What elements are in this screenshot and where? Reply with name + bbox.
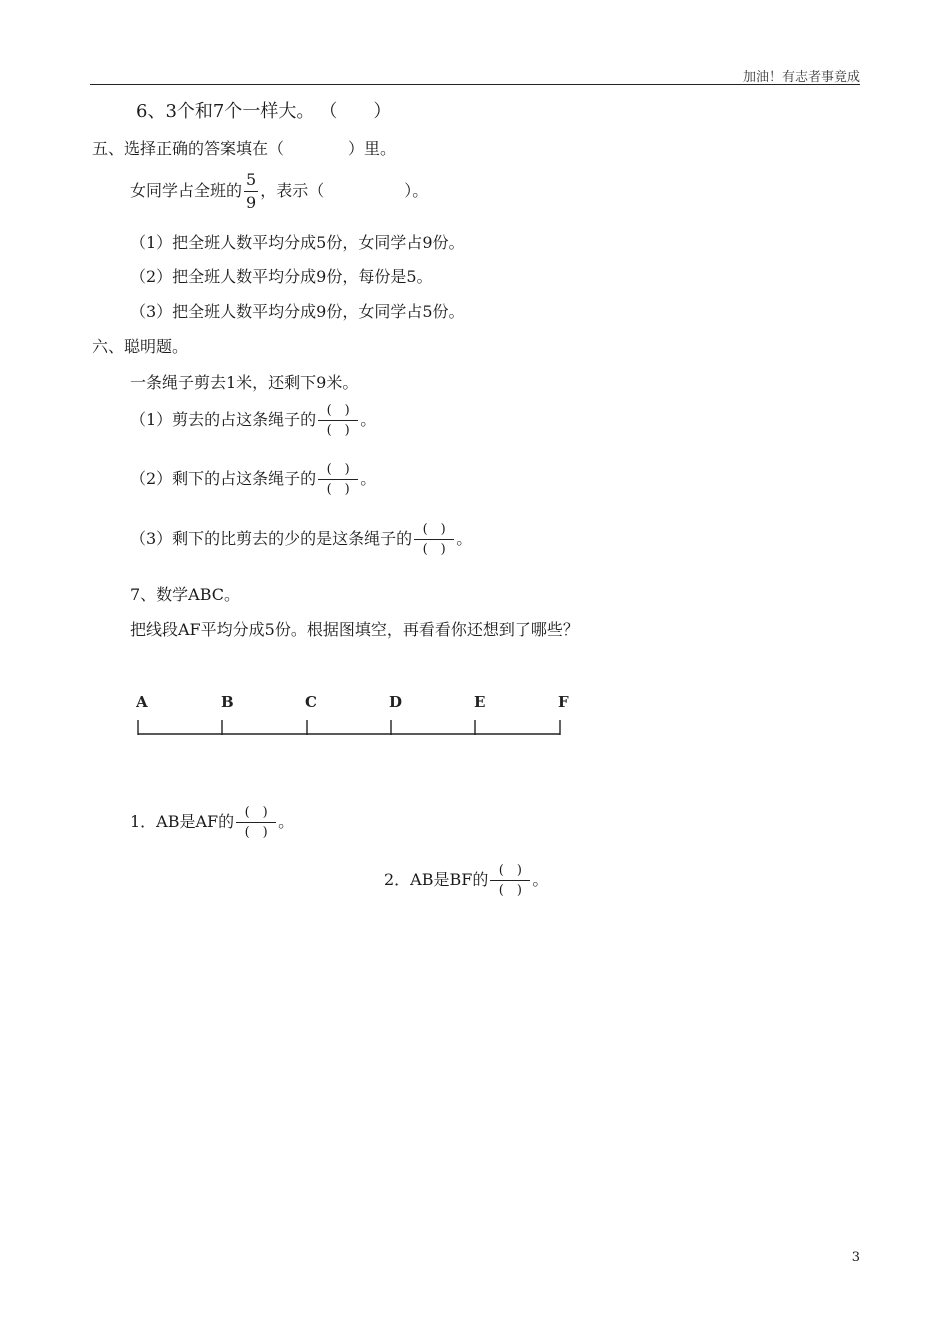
blank-numerator: ( ) <box>326 403 350 418</box>
point-label-b: B <box>221 693 234 711</box>
blank-numerator: ( ) <box>326 462 350 477</box>
fraction-numerator: 5 <box>246 170 257 189</box>
blank-denominator: ( ) <box>490 880 530 897</box>
header-rule <box>90 84 860 85</box>
point-label-c: C <box>305 693 317 711</box>
blank-denominator: ( ) <box>318 420 358 437</box>
fill-end: 。 <box>532 870 549 889</box>
option-1: （1）把全班人数平均分成5份，女同学占9份。 <box>130 233 465 252</box>
section-6-title: 六、聪明题。 <box>92 337 189 356</box>
section-6-item-3 <box>130 523 472 556</box>
section-7-title: 7、数学ABC。 <box>130 585 241 604</box>
question-6 <box>136 97 391 123</box>
blank-numerator: ( ) <box>422 522 446 537</box>
blank-numerator: ( ) <box>244 805 268 820</box>
question-6-blank: （ ） <box>328 101 392 122</box>
section-5-stem-before: 女同学占全班的 <box>130 181 243 200</box>
item-end: 。 <box>360 410 377 429</box>
fill-end: 。 <box>278 812 295 831</box>
segment-diagram <box>136 690 572 740</box>
section-6-item-1 <box>130 404 376 437</box>
section-5-title: 五、选择正确的答案填在（ ）里。 <box>92 139 397 158</box>
point-label-e: E <box>474 693 486 711</box>
header-motto: 加油！有志者事竟成 <box>742 70 860 85</box>
blank-denominator: ( ) <box>318 479 358 496</box>
item-end: 。 <box>456 529 473 548</box>
section-5-stem <box>130 172 428 211</box>
blank-denominator: ( ) <box>414 539 454 556</box>
blank-fraction <box>236 806 276 839</box>
point-label-a: A <box>136 693 148 711</box>
option-2: （2）把全班人数平均分成9份，每份是5。 <box>130 267 433 286</box>
fill-text: 1．AB是AF的 <box>130 812 235 831</box>
blank-fraction <box>414 523 454 556</box>
page-number: 3 <box>851 1250 860 1265</box>
option-3: （3）把全班人数平均分成9份，女同学占5份。 <box>130 302 465 321</box>
point-label-d: D <box>389 693 403 711</box>
point-label-f: F <box>558 693 569 711</box>
item-text: （1）剪去的占这条绳子的 <box>130 410 317 429</box>
section-7-instruction: 把线段AF平均分成5份。根据图填空，再看看你还想到了哪些？ <box>130 620 579 639</box>
fill-text: 2．AB是BF的 <box>384 870 489 889</box>
fraction-five-ninths <box>244 172 258 211</box>
blank-numerator: ( ) <box>498 863 522 878</box>
section-6-stem: 一条绳子剪去1米，还剩下9米。 <box>130 373 359 392</box>
blank-fraction <box>490 864 530 897</box>
fill-item-2 <box>384 864 548 897</box>
fraction-denominator: 9 <box>246 193 257 212</box>
fill-item-1 <box>130 806 294 839</box>
item-text: （2）剩下的占这条绳子的 <box>130 469 317 488</box>
blank-fraction <box>318 404 358 437</box>
blank-fraction <box>318 463 358 496</box>
item-text: （3）剩下的比剪去的少的是这条绳子的 <box>130 529 413 548</box>
item-end: 。 <box>360 469 377 488</box>
section-5-stem-after: ，表示（ ）。 <box>260 181 429 200</box>
question-6-text: 6、3个和7个一样大。 <box>136 101 315 122</box>
blank-denominator: ( ) <box>236 822 276 839</box>
section-6-item-2 <box>130 463 376 496</box>
